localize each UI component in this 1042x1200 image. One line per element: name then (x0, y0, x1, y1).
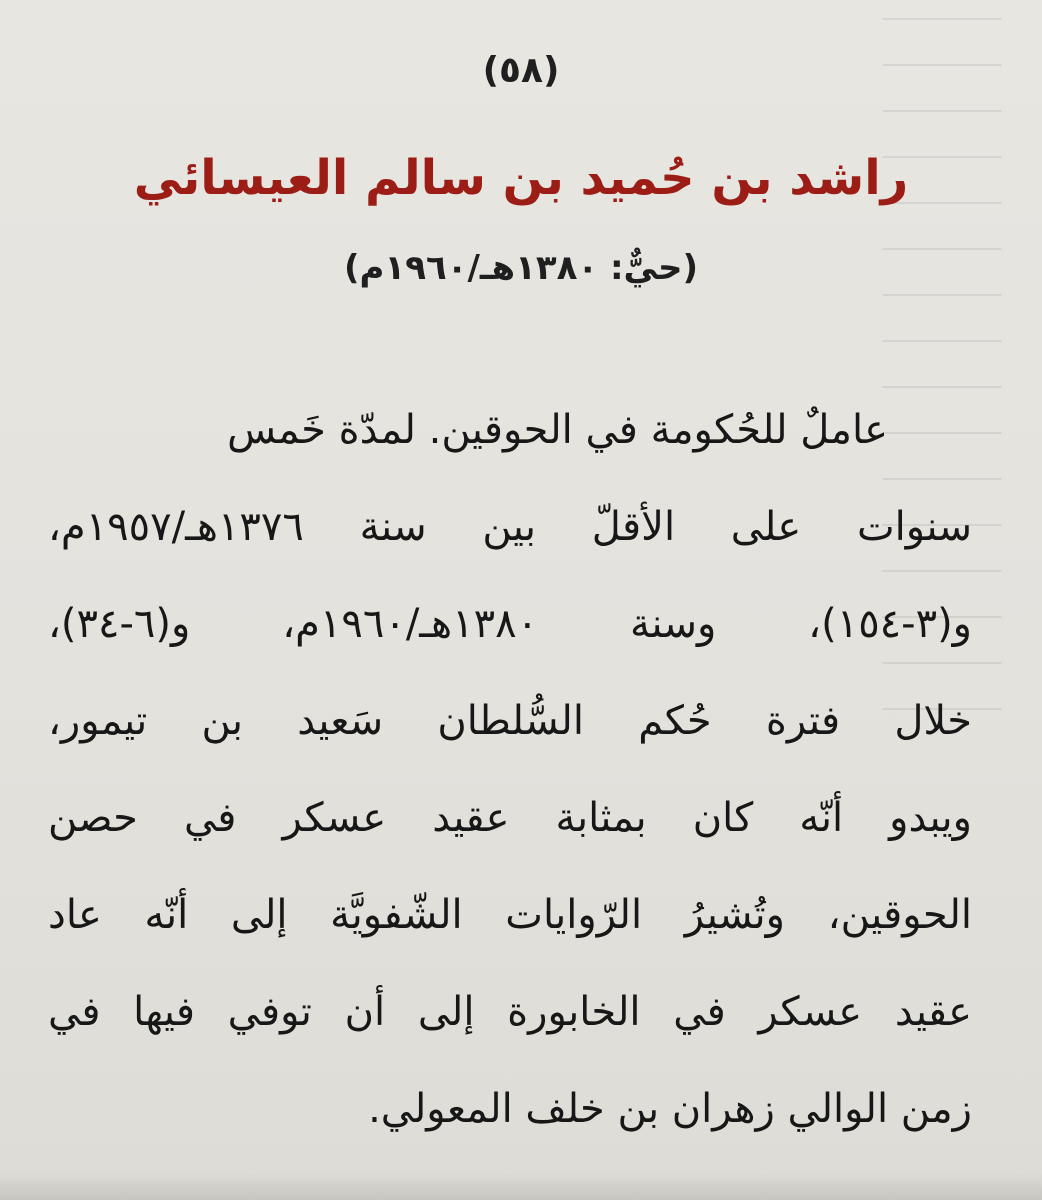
show-through-line (882, 18, 1002, 20)
show-through-line (882, 110, 1002, 112)
body-line-4: خلال فترة حُكم السُّلطان سَعيد بن تيمور، (48, 698, 972, 744)
entry-number: (٥٨) (482, 50, 560, 91)
body-line-3: و(٣-١٥٤)، وسنة ١٣٨٠هـ/١٩٦٠م، و(٦-٣٤)، (48, 601, 972, 647)
body-line-7: عقيد عسكر في الخابورة إلى أن توفي فيها في (48, 989, 972, 1035)
show-through-line (882, 294, 1002, 296)
biography-text (48, 382, 972, 1158)
body-line-2: سنوات على الأقلّ بين سنة ١٣٧٦هـ/١٩٥٧م، (48, 504, 972, 550)
body-line-1: عاملٌ للحُكومة في الحوقين. لمدّة خَمس (227, 407, 888, 453)
page-bottom-shadow (0, 1172, 1042, 1200)
entry-title: راشد بن حُميد بن سالم العيسائي (133, 150, 909, 206)
body-line-8: زمن الوالي زهران بن خلف المعولي. (368, 1086, 972, 1132)
entry-date: (حيٌّ: ١٣٨٠هـ/١٩٦٠م) (344, 248, 698, 288)
body-line-5: ويبدو أنّه كان بمثابة عقيد عسكر في حصن (48, 795, 972, 841)
body-line-6: الحوقين، وتُشيرُ الرّوايات الشّفويَّة إلى أنّه عاد (48, 892, 972, 938)
show-through-line (882, 340, 1002, 342)
